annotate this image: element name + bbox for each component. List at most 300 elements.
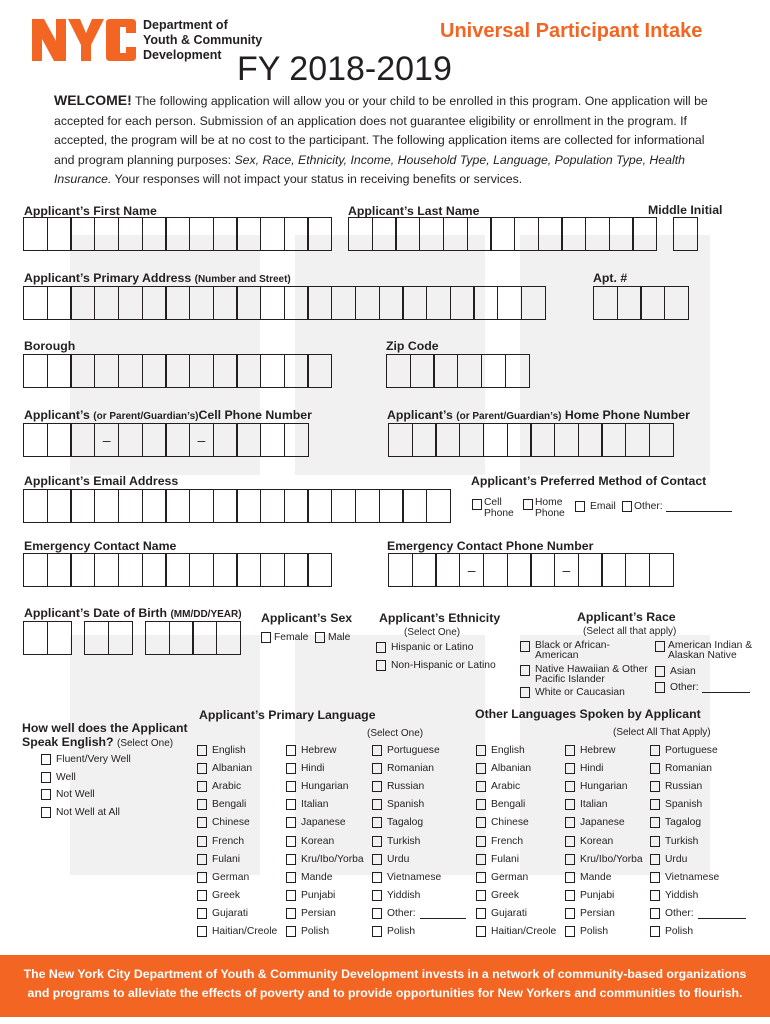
race-black-option[interactable] [520,641,610,661]
char-box[interactable] [236,217,261,251]
primary-language-option[interactable] [197,799,246,810]
checkbox[interactable] [476,836,486,847]
char-box[interactable] [426,286,451,320]
char-box[interactable] [505,354,530,388]
primary-language-option[interactable] [286,817,346,828]
char-box[interactable] [355,286,380,320]
primary-language-option[interactable] [197,872,249,883]
char-box[interactable] [118,286,143,320]
char-box[interactable] [142,489,167,523]
borough-boxes[interactable] [23,354,331,390]
char-box[interactable] [348,217,373,251]
char-box[interactable] [483,553,508,587]
char-box[interactable] [307,354,332,388]
char-box[interactable] [664,286,689,320]
char-box[interactable] [118,553,143,587]
primary-language-option[interactable] [372,817,423,828]
primary-language-option[interactable] [197,745,246,756]
char-box[interactable] [213,217,238,251]
char-box[interactable] [213,553,238,587]
char-box[interactable] [473,286,498,320]
checkbox[interactable] [565,745,575,756]
primary-language-option[interactable] [197,890,240,901]
checkbox[interactable] [372,854,382,865]
char-box[interactable] [94,286,119,320]
english-level-option[interactable] [41,807,120,818]
contact-cell-option[interactable] [472,497,514,519]
char-box[interactable] [284,489,309,523]
char-box[interactable] [23,423,48,457]
email-boxes[interactable] [23,489,450,525]
primary-language-option[interactable] [286,763,324,774]
char-box[interactable] [189,354,214,388]
checkbox[interactable] [655,666,665,677]
checkbox[interactable] [476,817,486,828]
checkbox[interactable] [286,836,296,847]
checkbox[interactable] [650,872,660,883]
char-box[interactable] [47,553,72,587]
char-box[interactable] [70,286,95,320]
char-box[interactable] [118,217,143,251]
char-box[interactable] [260,286,285,320]
char-box[interactable] [640,286,665,320]
other-language-option[interactable] [650,926,693,937]
char-box-separator[interactable]: – [189,423,214,457]
char-box[interactable] [521,286,546,320]
checkbox[interactable] [565,890,575,901]
zip-boxes[interactable] [386,354,528,390]
char-box[interactable] [189,286,214,320]
char-box[interactable] [118,489,143,523]
primary-language-option[interactable] [286,836,334,847]
primary-language-option[interactable] [197,926,277,937]
char-box[interactable] [530,423,555,457]
checkbox[interactable] [655,641,665,652]
other-language-option[interactable] [565,836,613,847]
char-box[interactable] [450,286,475,320]
primary-language-option[interactable] [372,763,434,774]
checkbox[interactable] [197,799,207,810]
checkbox[interactable] [286,926,296,937]
other-language-option[interactable] [476,854,519,865]
char-box[interactable] [507,423,532,457]
contact-email-option[interactable] [575,501,616,512]
char-box-separator[interactable]: – [94,423,119,457]
race-white-option[interactable] [520,687,625,698]
other-language-option[interactable] [565,745,615,756]
char-box[interactable] [260,553,285,587]
sex-female-option[interactable] [261,632,308,643]
char-box[interactable] [236,423,261,457]
checkbox[interactable] [650,763,660,774]
char-box[interactable] [47,217,72,251]
primary-language-option[interactable] [197,908,248,919]
char-box[interactable] [142,286,167,320]
char-box[interactable] [593,286,618,320]
checkbox[interactable] [650,799,660,810]
checkbox[interactable] [197,745,207,756]
other-language-option[interactable] [476,763,531,774]
eth-nonhispanic-option[interactable] [376,660,496,671]
other-language-option[interactable] [650,781,702,792]
char-box[interactable] [284,286,309,320]
primary-language-option[interactable] [286,799,328,810]
char-box[interactable] [435,423,460,457]
char-box[interactable] [260,489,285,523]
checkbox[interactable] [476,926,486,937]
checkbox[interactable] [372,926,382,937]
char-box[interactable] [236,489,261,523]
checkbox[interactable] [650,817,660,828]
char-box[interactable] [213,286,238,320]
other-line[interactable] [666,511,732,512]
dob-day-boxes[interactable] [84,621,131,657]
char-box[interactable] [142,217,167,251]
char-box[interactable] [118,423,143,457]
checkbox[interactable] [286,872,296,883]
checkbox[interactable] [197,908,207,919]
primary-language-option[interactable] [286,872,332,883]
checkbox[interactable] [372,836,382,847]
char-box[interactable] [609,217,634,251]
checkbox[interactable] [286,908,296,919]
checkbox[interactable] [575,501,585,512]
char-box[interactable] [47,423,72,457]
checkbox[interactable] [197,763,207,774]
checkbox[interactable] [286,817,296,828]
contact-other-option[interactable] [622,501,732,512]
char-box[interactable] [490,217,515,251]
primary-language-option[interactable] [286,781,349,792]
checkbox[interactable] [197,854,207,865]
char-box[interactable] [260,217,285,251]
checkbox[interactable] [476,799,486,810]
checkbox[interactable] [565,872,575,883]
primary-language-option[interactable] [286,890,335,901]
checkbox[interactable] [372,872,382,883]
primary-language-option[interactable] [197,817,250,828]
checkbox[interactable] [476,872,486,883]
char-box[interactable] [84,621,109,655]
char-box[interactable] [165,423,190,457]
checkbox[interactable] [197,872,207,883]
char-box[interactable] [514,217,539,251]
char-box[interactable] [331,286,356,320]
char-box[interactable] [395,217,420,251]
char-box[interactable] [189,489,214,523]
char-box[interactable] [307,489,332,523]
char-box[interactable] [213,423,238,457]
checkbox[interactable] [286,763,296,774]
checkbox[interactable] [315,632,325,643]
checkbox[interactable] [520,641,530,652]
other-language-option[interactable] [565,872,611,883]
primary-language-option[interactable] [372,908,466,919]
checkbox[interactable] [376,642,386,653]
other-language-option[interactable] [650,872,719,883]
other-language-option[interactable] [476,836,523,847]
checkbox[interactable] [286,799,296,810]
checkbox[interactable] [476,908,486,919]
other-language-option[interactable] [476,745,525,756]
other-language-option[interactable] [650,836,698,847]
char-box[interactable] [379,286,404,320]
checkbox[interactable] [41,807,51,818]
char-box[interactable] [601,553,626,587]
checkbox[interactable] [372,781,382,792]
char-box[interactable] [47,621,72,655]
checkbox[interactable] [565,854,575,865]
checkbox[interactable] [476,763,486,774]
first-name-boxes[interactable] [23,217,331,253]
char-box[interactable] [108,621,133,655]
checkbox[interactable] [565,908,575,919]
char-box[interactable] [70,217,95,251]
checkbox[interactable] [476,781,486,792]
char-box[interactable] [412,423,437,457]
char-box[interactable] [47,286,72,320]
primary-language-option[interactable] [372,854,409,865]
char-box[interactable] [23,354,48,388]
char-box[interactable] [23,217,48,251]
char-box[interactable] [47,489,72,523]
checkbox[interactable] [372,890,382,901]
char-box[interactable] [236,286,261,320]
emergency-name-boxes[interactable] [23,553,331,589]
char-box[interactable] [94,489,119,523]
primary-language-option[interactable] [286,854,364,865]
other-language-option[interactable] [565,817,625,828]
checkbox[interactable] [41,789,51,800]
char-box[interactable] [142,354,167,388]
other-language-option[interactable] [476,817,529,828]
checkbox[interactable] [650,926,660,937]
checkbox[interactable] [520,687,530,698]
other-language-option[interactable] [565,926,608,937]
char-box[interactable] [192,621,217,655]
char-box-separator[interactable]: – [554,553,579,587]
checkbox[interactable] [565,799,575,810]
other-language-option[interactable] [650,908,746,919]
primary-language-option[interactable] [372,836,420,847]
checkbox[interactable] [372,745,382,756]
checkbox[interactable] [655,682,665,693]
checkbox[interactable] [650,836,660,847]
char-box[interactable] [673,217,698,251]
other-line[interactable] [702,692,750,693]
home-phone-boxes[interactable] [388,423,672,459]
cell-phone-boxes[interactable] [23,423,307,459]
english-level-option[interactable] [41,789,95,800]
checkbox[interactable] [650,890,660,901]
char-box[interactable] [70,489,95,523]
other-language-option[interactable] [476,799,525,810]
checkbox[interactable] [565,836,575,847]
apt-boxes[interactable] [593,286,688,322]
char-box[interactable] [561,217,586,251]
char-box[interactable] [169,621,194,655]
other-language-option[interactable] [650,854,687,865]
checkbox[interactable] [476,745,486,756]
char-box[interactable] [165,489,190,523]
char-box[interactable] [426,489,451,523]
char-box[interactable] [23,621,48,655]
checkbox[interactable] [565,817,575,828]
char-box[interactable] [142,553,167,587]
primary-language-option[interactable] [197,854,240,865]
char-box[interactable] [213,354,238,388]
race-other-option[interactable] [655,682,750,693]
checkbox[interactable] [286,890,296,901]
char-box[interactable] [213,489,238,523]
other-language-option[interactable] [565,908,615,919]
char-box[interactable] [649,423,674,457]
checkbox[interactable] [650,908,660,919]
char-box[interactable] [23,489,48,523]
other-language-option[interactable] [565,781,628,792]
checkbox[interactable] [41,772,51,783]
char-box[interactable] [578,553,603,587]
char-box[interactable] [23,553,48,587]
checkbox[interactable] [41,754,51,765]
char-box[interactable] [457,354,482,388]
other-language-option[interactable] [565,890,614,901]
primary-language-option[interactable] [286,926,329,937]
primary-language-option[interactable] [372,890,420,901]
char-box[interactable] [307,217,332,251]
primary-language-option[interactable] [286,745,336,756]
char-box[interactable] [216,621,241,655]
char-box[interactable] [419,217,444,251]
emergency-phone-boxes[interactable] [388,553,672,589]
char-box[interactable] [433,354,458,388]
checkbox[interactable] [197,890,207,901]
char-box[interactable] [94,217,119,251]
char-box[interactable] [601,423,626,457]
char-box[interactable] [165,553,190,587]
char-box[interactable] [386,354,411,388]
char-box-separator[interactable]: – [459,553,484,587]
char-box[interactable] [331,489,356,523]
char-box[interactable] [94,553,119,587]
char-box[interactable] [260,423,285,457]
char-box[interactable] [307,553,332,587]
checkbox[interactable] [472,499,482,510]
english-level-option[interactable] [41,754,131,765]
char-box[interactable] [307,286,332,320]
char-box[interactable] [70,423,95,457]
char-box[interactable] [410,354,435,388]
char-box[interactable] [70,354,95,388]
char-box[interactable] [284,354,309,388]
char-box[interactable] [585,217,610,251]
other-language-option[interactable] [476,781,520,792]
char-box[interactable] [388,553,413,587]
race-asian-option[interactable] [655,666,696,677]
other-line[interactable] [420,918,466,919]
char-box[interactable] [47,354,72,388]
char-box[interactable] [284,423,309,457]
checkbox[interactable] [523,499,533,510]
primary-language-option[interactable] [372,781,424,792]
char-box[interactable] [284,217,309,251]
checkbox[interactable] [650,781,660,792]
char-box[interactable] [625,553,650,587]
last-name-boxes[interactable] [348,217,656,253]
other-language-option[interactable] [650,745,718,756]
other-language-option[interactable] [650,890,698,901]
char-box[interactable] [70,553,95,587]
checkbox[interactable] [372,908,382,919]
checkbox[interactable] [261,632,271,643]
primary-language-option[interactable] [372,926,415,937]
middle-initial-box[interactable] [673,217,697,253]
char-box[interactable] [625,423,650,457]
char-box[interactable] [467,217,492,251]
other-language-option[interactable] [650,817,701,828]
char-box[interactable] [497,286,522,320]
char-box[interactable] [617,286,642,320]
checkbox[interactable] [197,817,207,828]
char-box[interactable] [372,217,397,251]
other-language-option[interactable] [476,872,528,883]
checkbox[interactable] [520,665,530,676]
char-box[interactable] [23,286,48,320]
char-box[interactable] [355,489,380,523]
other-language-option[interactable] [650,763,712,774]
char-box[interactable] [388,423,413,457]
other-language-option[interactable] [476,890,519,901]
race-native-option[interactable] [655,641,752,661]
other-language-option[interactable] [565,763,603,774]
address-boxes[interactable] [23,286,544,322]
other-language-option[interactable] [565,799,607,810]
char-box[interactable] [189,553,214,587]
char-box[interactable] [379,489,404,523]
eth-hispanic-option[interactable] [376,642,473,653]
primary-language-option[interactable] [197,836,244,847]
primary-language-option[interactable] [372,872,441,883]
char-box[interactable] [402,286,427,320]
primary-language-option[interactable] [372,745,440,756]
char-box[interactable] [538,217,563,251]
contact-home-option[interactable] [523,497,565,519]
dob-month-boxes[interactable] [23,621,70,657]
checkbox[interactable] [286,781,296,792]
checkbox[interactable] [197,781,207,792]
char-box[interactable] [236,354,261,388]
char-box[interactable] [142,423,167,457]
char-box[interactable] [236,553,261,587]
race-hawaiian-option[interactable] [520,665,648,685]
char-box[interactable] [145,621,170,655]
sex-male-option[interactable] [315,632,350,643]
other-language-option[interactable] [476,926,556,937]
char-box[interactable] [649,553,674,587]
char-box[interactable] [165,286,190,320]
other-language-option[interactable] [565,854,643,865]
checkbox[interactable] [286,854,296,865]
char-box[interactable] [443,217,468,251]
checkbox[interactable] [565,763,575,774]
english-level-option[interactable] [41,772,76,783]
char-box[interactable] [94,354,119,388]
checkbox[interactable] [650,745,660,756]
char-box[interactable] [284,553,309,587]
char-box[interactable] [530,553,555,587]
checkbox[interactable] [372,763,382,774]
checkbox[interactable] [622,501,632,512]
